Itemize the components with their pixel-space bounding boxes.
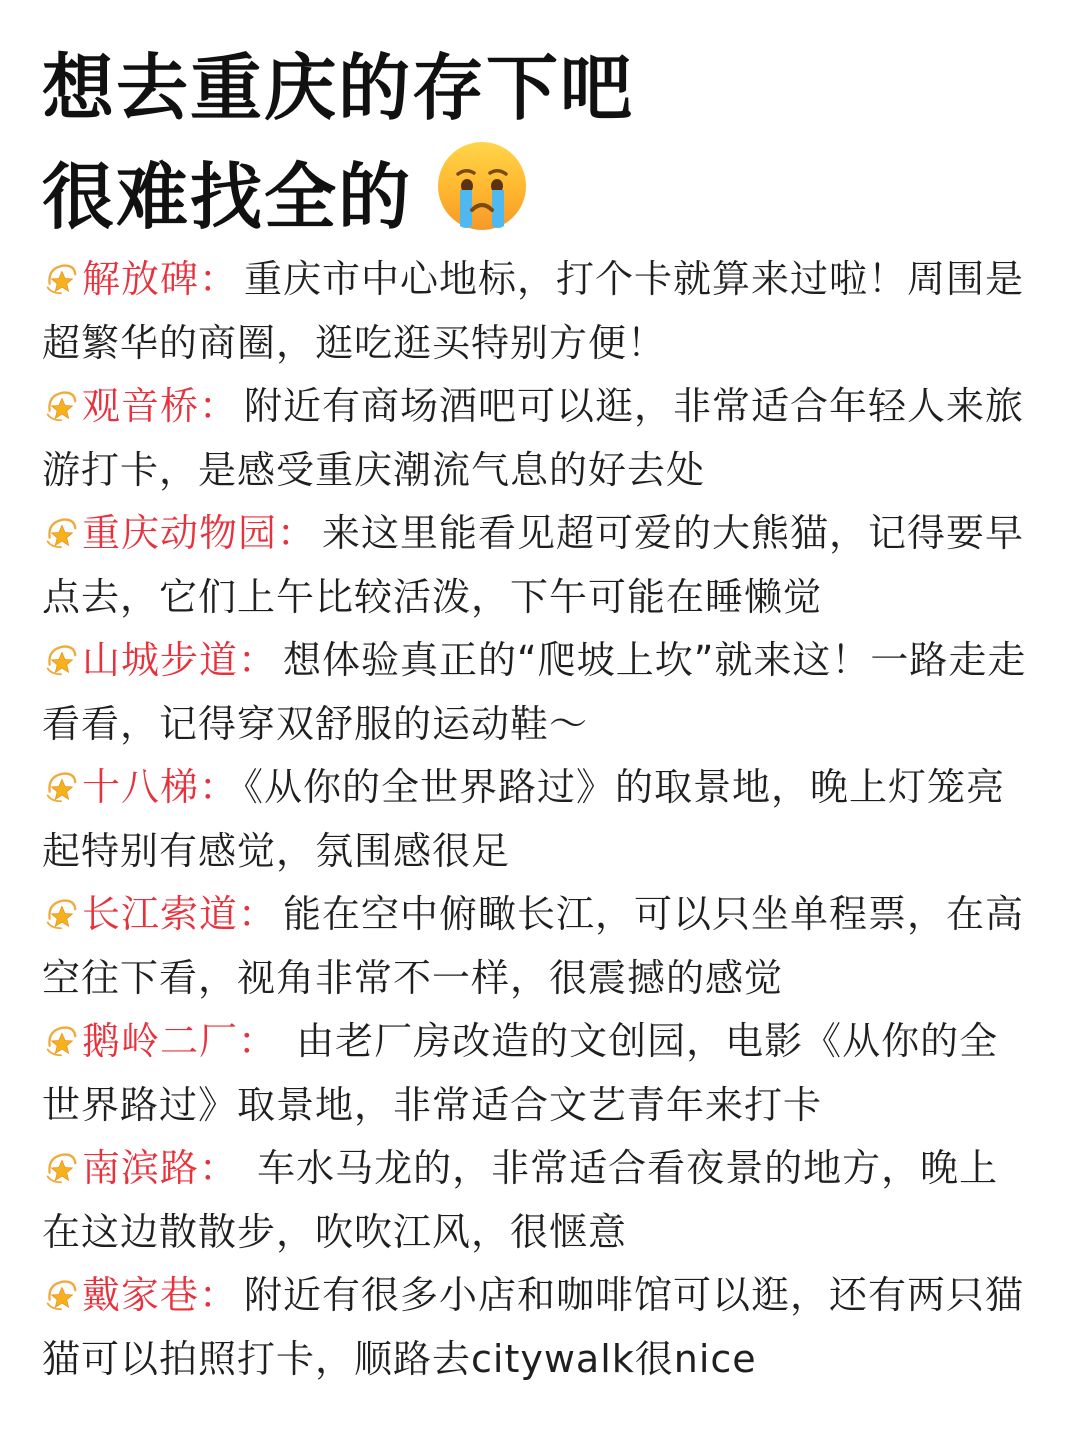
attraction-colon: ： [238, 638, 278, 682]
list-item [42, 883, 1032, 1010]
attraction-name: 戴家巷 [82, 1273, 200, 1317]
dizzy-star-icon [42, 1269, 80, 1307]
attraction-name: 观音桥 [82, 384, 200, 428]
list-item [42, 248, 1032, 375]
list-item [42, 1010, 1032, 1137]
attraction-name: 南滨路 [82, 1146, 200, 1190]
attraction-description: 附近有商场酒吧可以逛，非常适合年轻人来旅游打卡，是感受重庆潮流气息的好去处 [42, 384, 1025, 492]
dizzy-star-icon [42, 380, 80, 418]
dizzy-star-icon [42, 888, 80, 926]
attraction-description: 能在空中俯瞰长江，可以只坐单程票，在高空往下看，视角非常不一样，很震撼的感觉 [42, 892, 1025, 1000]
attraction-colon: ： [199, 765, 239, 809]
attraction-colon: ： [199, 384, 239, 428]
attraction-description: 重庆市中心地标，打个卡就算来过啦！周围是超繁华的商圈，逛吃逛买特别方便！ [42, 257, 1025, 365]
list-item [42, 375, 1032, 502]
crying-face-emoji-icon [436, 140, 528, 259]
dizzy-star-icon [42, 507, 80, 545]
attraction-description: 《从你的全世界路过》的取景地，晚上灯笼亮起特别有感觉，氛围感很足 [42, 765, 1006, 873]
attraction-description: 想体验真正的“爬坡上坎”就来这！一路走走看看，记得穿双舒服的运动鞋～ [42, 638, 1027, 746]
attraction-colon: ： [277, 511, 317, 555]
attraction-description: 来这里能看见超可爱的大熊猫，记得要早点去，它们上午比较活泼，下午可能在睡懒觉 [42, 511, 1025, 619]
title-line-2-text: 很难找全的 [42, 155, 413, 239]
list-item [42, 756, 1032, 883]
attraction-colon: ： [199, 1146, 252, 1190]
title-line-1: 想去重庆的存下吧 [42, 46, 635, 130]
attraction-colon: ： [199, 1273, 239, 1317]
dizzy-star-icon [42, 634, 80, 672]
attraction-name: 十八梯 [82, 765, 200, 809]
attraction-description: 附近有很多小店和咖啡馆可以逛，还有两只猫猫可以拍照打卡，顺路去citywalk很nice [42, 1273, 1025, 1381]
list-item [42, 502, 1032, 629]
dizzy-star-icon [42, 1015, 80, 1053]
page-title [42, 36, 1042, 259]
attraction-colon: ： [238, 1019, 291, 1063]
dizzy-star-icon [42, 253, 80, 291]
attraction-name: 鹅岭二厂 [82, 1019, 239, 1063]
attraction-description: 车水马龙的，非常适合看夜景的地方，晚上在这边散散步，吹吹江风，很惬意 [42, 1146, 999, 1254]
dizzy-star-icon [42, 761, 80, 799]
list-item [42, 629, 1032, 756]
attraction-list [42, 248, 1032, 1391]
attraction-name: 解放碑 [82, 257, 200, 301]
attraction-description: 由老厂房改造的文创园，电影《从你的全世界路过》取景地，非常适合文艺青年来打卡 [42, 1019, 999, 1127]
attraction-name: 长江索道 [82, 892, 239, 936]
attraction-colon: ： [199, 257, 239, 301]
attraction-name: 山城步道 [82, 638, 239, 682]
dizzy-star-icon [42, 1142, 80, 1180]
attraction-colon: ： [238, 892, 278, 936]
list-item [42, 1137, 1032, 1264]
list-item [42, 1264, 1032, 1391]
attraction-name: 重庆动物园 [82, 511, 278, 555]
title-line-2 [42, 140, 1042, 259]
